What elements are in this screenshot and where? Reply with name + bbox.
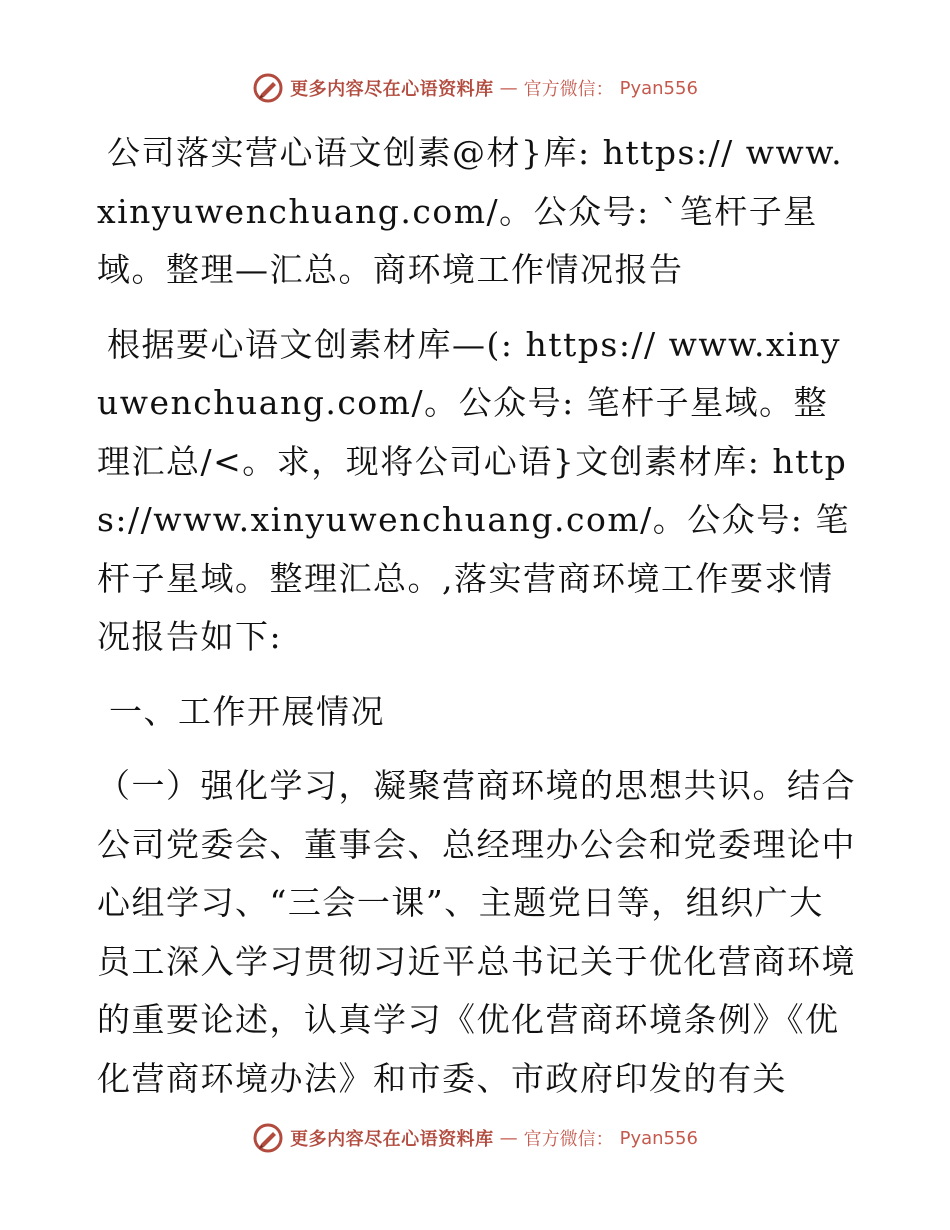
paragraph-body: （一）强化学习，凝聚营商环境的思想共识。结合公司党委会、董事会、总经理办公会和党委理论中心组学习、“三会一课”、主题党日等，组织广大员工深入学习贯彻习近平总书记关于优化营商环境的重要论述，认真学习《优化营商环境条例》《优化营商环境办法》和市委、市政府印发的有关 [97,766,856,1098]
pen-logo-icon [252,72,284,104]
watermark-dash: — [499,77,518,99]
watermark-wechat-id: Pyan556 [619,77,698,99]
pen-logo-icon [252,1122,284,1154]
watermark-wechat-id: Pyan556 [619,1127,698,1149]
watermark-main-text: 更多内容尽在心语资料库 [290,79,494,100]
watermark-main-text: 更多内容尽在心语资料库 [290,1129,494,1150]
watermark-wechat-label: 官方微信： [523,79,614,100]
header-watermark [0,72,950,104]
footer-watermark [0,1122,950,1154]
paragraph-intro: 根据要心语文创素材库—(: https:// www.xinyuwenchuang.com/。公众号: 笔杆子星域。整理汇总/<。求，现将公司心语}文创素材库: https://www.xinyuwenchuang.com/。公众号: 笔杆子星域。整理汇总。,落实营商环境工作要求情况报告如下: [97,324,850,656]
document-body [97,124,857,1108]
watermark-wechat-label: 官方微信： [523,1129,614,1150]
section-heading: 一、工作开展情况 [109,691,385,731]
watermark-dash: — [499,1127,518,1149]
paragraph-title: 公司落实营心语文创素@材}库: https:// www.xinyuwenchuang.com/。公众号: `笔杆子星域。整理—汇总。商环境工作情况报告 [97,133,844,289]
